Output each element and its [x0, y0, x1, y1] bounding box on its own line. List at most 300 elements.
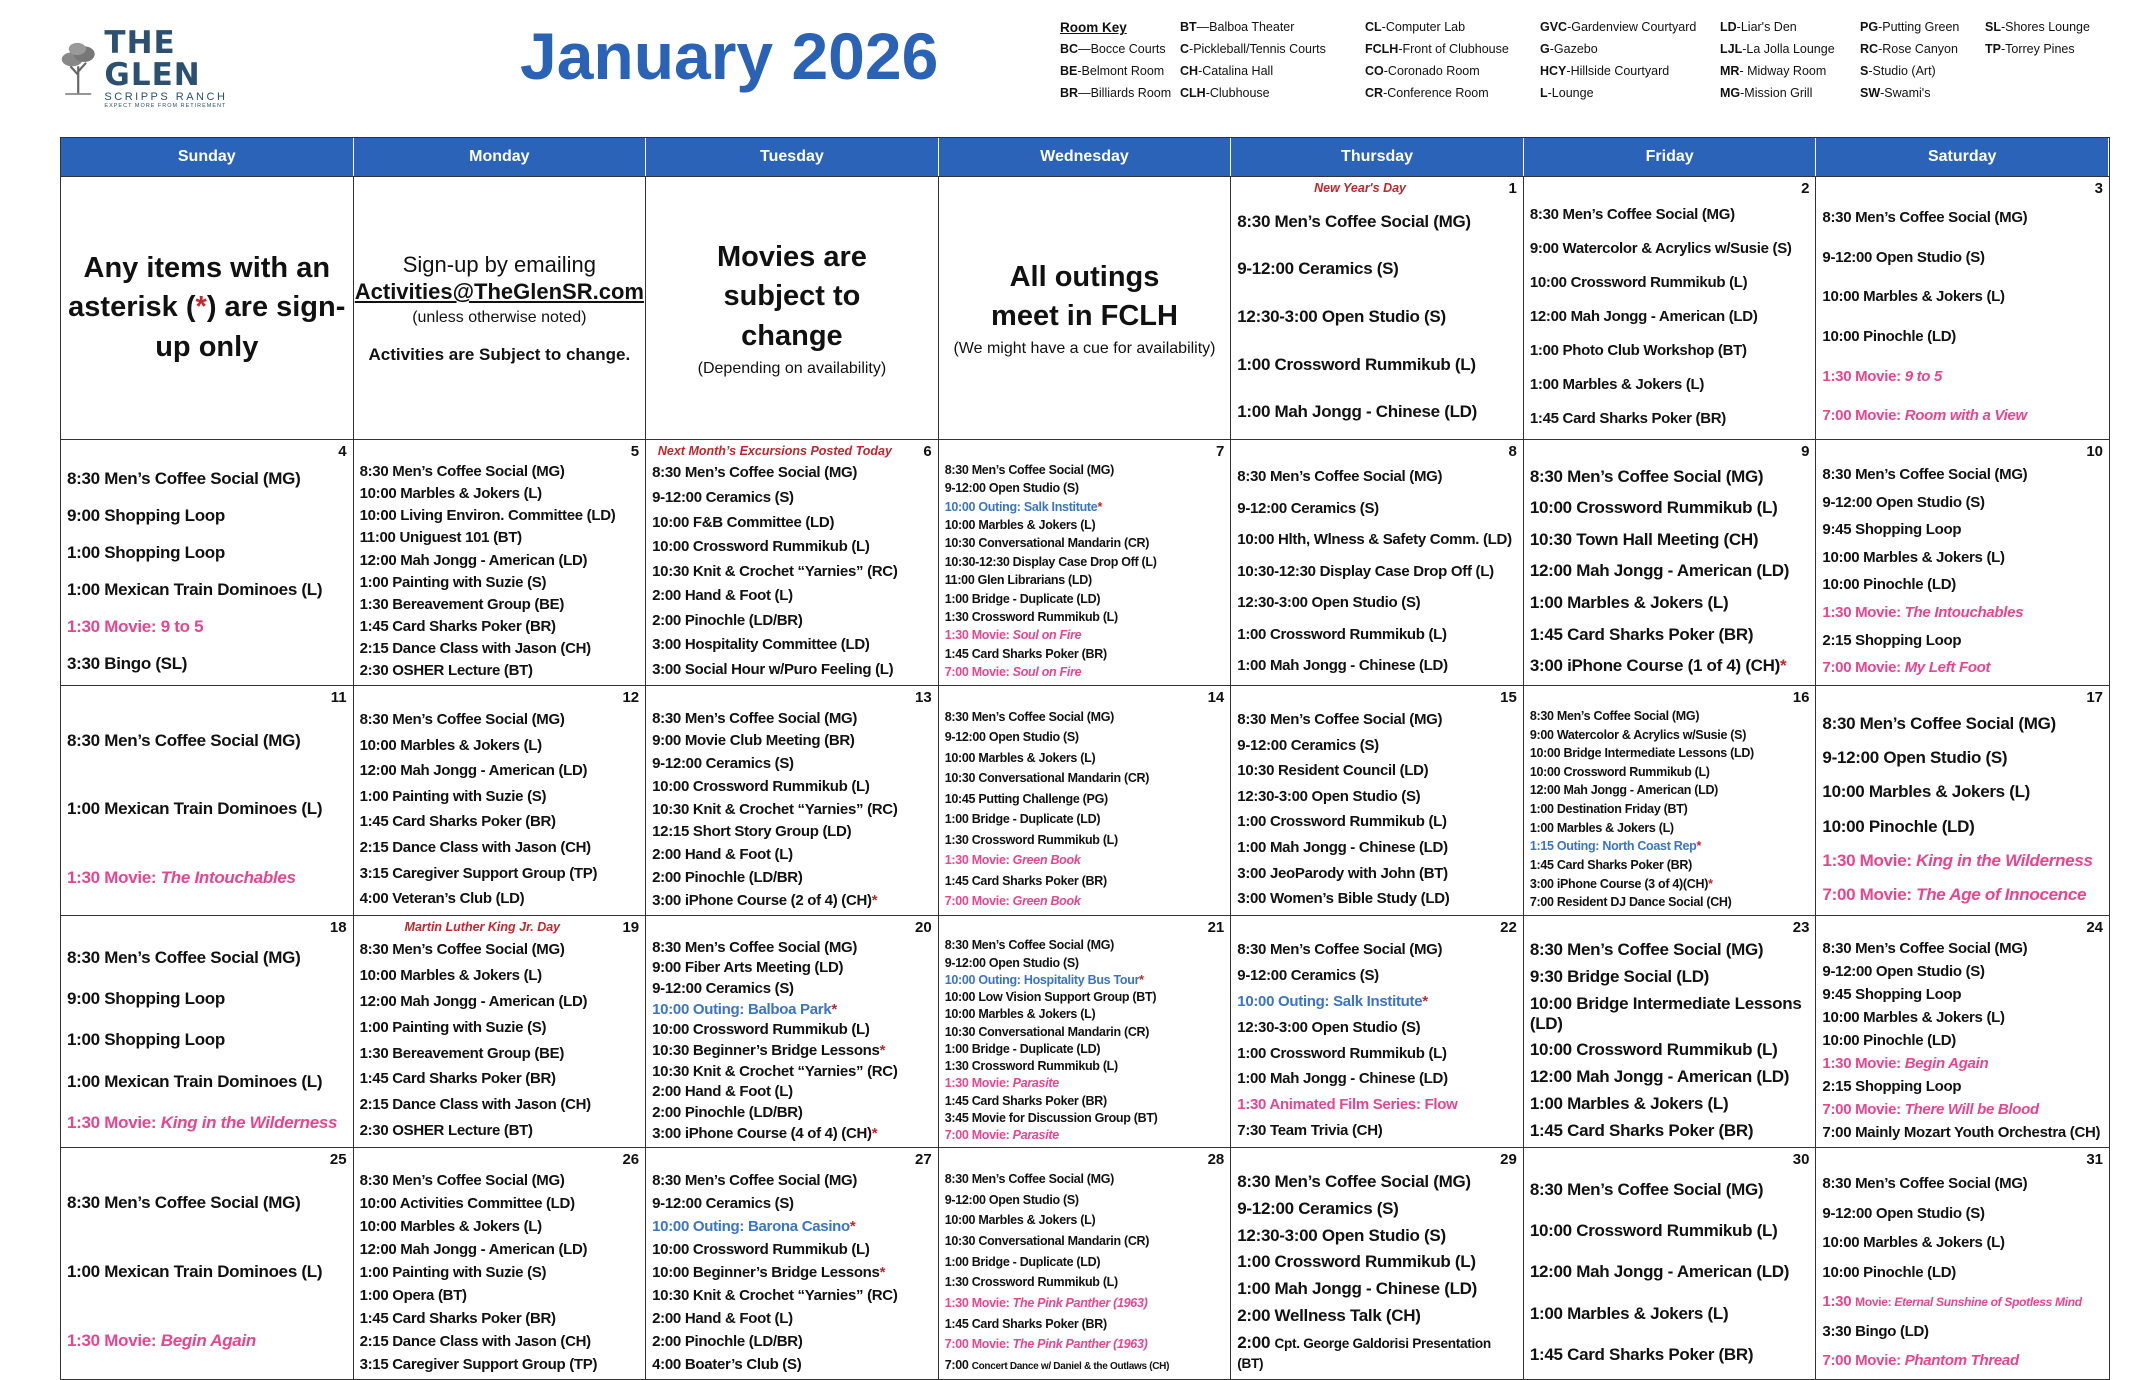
outing-event[interactable]: [1237, 993, 1517, 1011]
event[interactable]: [1530, 940, 1810, 960]
event-text: 7:00 Movie:: [1822, 1352, 1905, 1370]
event[interactable]: [652, 801, 932, 819]
outing-event[interactable]: [945, 500, 1225, 515]
event[interactable]: [1530, 1304, 1810, 1324]
event[interactable]: [652, 1241, 932, 1259]
movie-event[interactable]: [945, 628, 1225, 643]
event[interactable]: [67, 506, 347, 526]
event[interactable]: [1530, 994, 1810, 1034]
event[interactable]: [945, 1317, 1225, 1332]
event-text: 10:30 Knit & Crochet “Yarnies” (RC): [652, 562, 898, 580]
event[interactable]: [1530, 765, 1810, 780]
event-text: 1:00 Shopping Loop: [67, 543, 225, 563]
event[interactable]: [1530, 593, 1810, 613]
event[interactable]: [1530, 1180, 1810, 1200]
movie-event[interactable]: [1822, 1101, 2103, 1119]
event[interactable]: [945, 1193, 1225, 1208]
event-text: 7:00 Movie:: [1822, 659, 1905, 677]
event-text: 10:00 Living Environ. Committee (LD): [359, 507, 616, 525]
event[interactable]: [652, 869, 932, 887]
event-text: 2:15 Dance Class with Jason (CH): [359, 1332, 591, 1350]
event[interactable]: [360, 1195, 640, 1213]
event[interactable]: [945, 592, 1225, 607]
event[interactable]: [1822, 1009, 2103, 1027]
event[interactable]: [652, 1063, 932, 1081]
event[interactable]: [67, 948, 347, 968]
event[interactable]: [1530, 802, 1810, 817]
event[interactable]: [1530, 376, 1810, 394]
event-text: 10:00 Crossword Rummikub (L): [652, 538, 870, 556]
event[interactable]: [1822, 249, 2103, 267]
movie-event[interactable]: [1822, 885, 2103, 905]
event[interactable]: [1237, 813, 1517, 831]
day-number: 15: [1500, 689, 1517, 706]
event[interactable]: [1822, 549, 2103, 567]
movie-event[interactable]: [1822, 659, 2103, 677]
event[interactable]: [67, 1072, 347, 1092]
event[interactable]: [360, 1310, 640, 1328]
event[interactable]: [1530, 206, 1810, 224]
event-text: 1:45 Card Sharks Poker (BR): [944, 873, 1107, 888]
event[interactable]: [1822, 1234, 2103, 1252]
movie-event[interactable]: [67, 868, 347, 888]
event[interactable]: [360, 1096, 640, 1114]
event[interactable]: [360, 711, 640, 729]
event[interactable]: [945, 1059, 1225, 1074]
event[interactable]: [945, 1172, 1225, 1187]
event-text: 4:00 Boater’s Club (S): [652, 1355, 802, 1373]
event[interactable]: [652, 1172, 932, 1190]
movie-event[interactable]: [945, 894, 1225, 909]
event-text: 10:00 Low Vision Support Group (BT): [944, 990, 1157, 1004]
event[interactable]: [1530, 467, 1810, 487]
event[interactable]: [652, 587, 932, 605]
event[interactable]: [945, 938, 1225, 953]
event[interactable]: [945, 792, 1225, 807]
event[interactable]: [652, 1264, 932, 1282]
event[interactable]: [1530, 1262, 1810, 1282]
event[interactable]: [652, 489, 932, 507]
event[interactable]: [652, 514, 932, 532]
movie-event[interactable]: [1237, 1096, 1517, 1114]
event[interactable]: [945, 481, 1225, 496]
event[interactable]: [1237, 1045, 1517, 1063]
event[interactable]: [945, 1007, 1225, 1022]
event[interactable]: [360, 1122, 640, 1140]
event[interactable]: [652, 823, 932, 841]
event[interactable]: [1237, 788, 1517, 806]
event-text: 7:00 Mainly Mozart Youth Orchestra (CH): [1822, 1123, 2101, 1141]
event[interactable]: [1822, 494, 2103, 512]
event[interactable]: [945, 874, 1225, 889]
event[interactable]: [1237, 1199, 1517, 1219]
event[interactable]: [945, 812, 1225, 827]
event[interactable]: [1237, 1019, 1517, 1037]
event[interactable]: [1237, 737, 1517, 755]
event[interactable]: [945, 1234, 1225, 1249]
event[interactable]: [1237, 500, 1517, 518]
event[interactable]: [1822, 986, 2103, 1004]
event[interactable]: [1237, 1306, 1517, 1326]
event-text: 1:00 Mah Jongg - Chinese (LD): [1237, 839, 1448, 857]
event-text: 10:00 Outing: Salk Institute: [944, 499, 1098, 514]
signup-required-star: *: [1422, 992, 1428, 1010]
event[interactable]: [360, 507, 640, 525]
room-name: -Gardenview Courtyard: [1567, 20, 1697, 34]
event[interactable]: [1822, 288, 2103, 306]
event[interactable]: [1530, 783, 1810, 798]
event[interactable]: [360, 762, 640, 780]
event[interactable]: [1530, 895, 1810, 910]
event[interactable]: [1530, 656, 1810, 676]
event[interactable]: [360, 993, 640, 1011]
event[interactable]: [1822, 209, 2103, 227]
event[interactable]: [1822, 963, 2103, 981]
event[interactable]: [360, 737, 640, 755]
event[interactable]: [1530, 967, 1810, 987]
event[interactable]: [1530, 746, 1810, 761]
signup-email-link[interactable]: Activities@TheGlenSR.com: [354, 279, 644, 305]
event[interactable]: [1237, 259, 1517, 279]
event[interactable]: [945, 1111, 1225, 1126]
event[interactable]: [945, 771, 1225, 786]
event[interactable]: [360, 788, 640, 806]
room-name: —Billiards Room: [1078, 86, 1172, 100]
event[interactable]: [1530, 410, 1810, 428]
event[interactable]: [652, 563, 932, 581]
event[interactable]: [945, 463, 1225, 478]
event[interactable]: [1530, 1345, 1810, 1365]
event[interactable]: [945, 1358, 1225, 1373]
event[interactable]: [1237, 762, 1517, 780]
movie-event[interactable]: [1822, 851, 2103, 871]
event[interactable]: [652, 1195, 932, 1213]
event-text: 9-12:00 Open Studio (S): [944, 730, 1079, 745]
event[interactable]: [1237, 865, 1517, 883]
event[interactable]: [1822, 1032, 2103, 1050]
event[interactable]: [1822, 817, 2103, 837]
event[interactable]: [945, 956, 1225, 971]
event[interactable]: [652, 846, 932, 864]
event[interactable]: [1237, 1333, 1517, 1373]
movie-event[interactable]: [945, 853, 1225, 868]
logo-tagline: EXPECT MORE FROM RETIREMENT: [104, 103, 227, 109]
event[interactable]: [945, 1025, 1225, 1040]
outing-event[interactable]: [945, 973, 1225, 988]
event[interactable]: [945, 1042, 1225, 1057]
event[interactable]: [1237, 1252, 1517, 1272]
event[interactable]: [1237, 531, 1517, 549]
event[interactable]: [1822, 521, 2103, 539]
event[interactable]: [1530, 1121, 1810, 1141]
event[interactable]: [360, 1356, 640, 1374]
event[interactable]: [360, 839, 640, 857]
event[interactable]: [1530, 821, 1810, 836]
event-text: 1:00 Mexican Train Dominoes (L): [67, 1071, 323, 1091]
event-text: 2:30 OSHER Lecture (BT): [359, 1122, 533, 1140]
day-number: 2: [1801, 180, 1810, 197]
day-cell-9: [1524, 440, 1817, 685]
event[interactable]: [1530, 240, 1810, 258]
signup-required-star: *: [879, 1263, 886, 1281]
room-code: MR: [1720, 64, 1740, 78]
room-key-entry: [1860, 20, 1985, 42]
event[interactable]: [1822, 1264, 2103, 1282]
event[interactable]: [945, 518, 1225, 533]
event[interactable]: [1530, 728, 1810, 743]
movie-event[interactable]: [1822, 368, 2103, 386]
event[interactable]: [1237, 1070, 1517, 1088]
event[interactable]: [652, 464, 932, 482]
event[interactable]: [360, 813, 640, 831]
event[interactable]: [945, 833, 1225, 848]
event[interactable]: [652, 1021, 932, 1039]
event[interactable]: [67, 654, 347, 674]
event-text: 1:45 Card Sharks Poker (BR): [1529, 624, 1754, 644]
event[interactable]: [1530, 1040, 1810, 1060]
event[interactable]: [1822, 940, 2103, 958]
event[interactable]: [652, 892, 932, 910]
movie-event[interactable]: [67, 617, 347, 637]
event[interactable]: [1822, 632, 2103, 650]
event[interactable]: [945, 1213, 1225, 1228]
movie-event[interactable]: [1822, 1352, 2103, 1370]
event[interactable]: [1822, 1124, 2103, 1142]
event[interactable]: [67, 1030, 347, 1050]
event-text: 10:00 Activities Committee (LD): [359, 1194, 575, 1212]
event-text: 1:00 Marbles & Jokers (L): [1529, 593, 1729, 612]
event[interactable]: [652, 1356, 932, 1374]
event[interactable]: [67, 799, 347, 819]
day-number: 11: [330, 689, 347, 706]
event[interactable]: [652, 661, 932, 679]
event-text: 10:30 Conversational Mandarin (CR): [944, 536, 1150, 551]
outing-event[interactable]: [652, 1001, 932, 1019]
signup-text: Sign-up by emailing: [402, 251, 596, 277]
event[interactable]: [1237, 711, 1517, 729]
event[interactable]: [652, 1042, 932, 1060]
movie-event[interactable]: [945, 1128, 1225, 1143]
room-key-entry: [1720, 64, 1860, 86]
event[interactable]: [652, 1083, 932, 1101]
event[interactable]: [652, 732, 932, 750]
event[interactable]: [652, 959, 932, 977]
event[interactable]: [1237, 839, 1517, 857]
event[interactable]: [67, 1193, 347, 1213]
day-cell-21: [939, 916, 1232, 1147]
event[interactable]: [1237, 307, 1517, 327]
event[interactable]: [652, 538, 932, 556]
event[interactable]: [360, 485, 640, 503]
event-text: 7:00 Movie:: [944, 1128, 1013, 1142]
event[interactable]: [67, 543, 347, 563]
event[interactable]: [1237, 967, 1517, 985]
event-text: 8:30 Men’s Coffee Social (MG): [652, 709, 858, 727]
event[interactable]: [1530, 498, 1810, 518]
event[interactable]: [945, 647, 1225, 662]
movie-event[interactable]: [67, 1331, 347, 1351]
event[interactable]: [652, 636, 932, 654]
event[interactable]: [652, 1104, 932, 1122]
event[interactable]: [360, 1264, 640, 1282]
movie-event[interactable]: [945, 1296, 1225, 1311]
event[interactable]: [652, 755, 932, 773]
event[interactable]: [1530, 561, 1810, 581]
movie-event[interactable]: [1822, 604, 2103, 622]
event[interactable]: [1530, 308, 1810, 326]
event[interactable]: [652, 710, 932, 728]
event-text: 1:00 Bridge - Duplicate (LD): [944, 1041, 1101, 1056]
room-key-entry: [1180, 20, 1365, 42]
event[interactable]: [652, 980, 932, 998]
event[interactable]: [360, 890, 640, 908]
event[interactable]: [652, 1125, 932, 1143]
event[interactable]: [1530, 709, 1810, 724]
event[interactable]: [945, 1094, 1225, 1109]
event[interactable]: [1237, 1172, 1517, 1192]
event[interactable]: [1237, 212, 1517, 232]
event-text: 10:00 F&B Committee (LD): [652, 513, 835, 531]
event[interactable]: [67, 1262, 347, 1282]
room-name: -Studio (Art): [1868, 64, 1936, 78]
event[interactable]: [1822, 1323, 2103, 1341]
event[interactable]: [360, 463, 640, 481]
event-text: 9-12:00 Ceramics (S): [1237, 1199, 1399, 1219]
event[interactable]: [360, 596, 640, 614]
event[interactable]: [360, 529, 640, 547]
event[interactable]: [1530, 1067, 1810, 1087]
event-text: 1:30 Movie:: [67, 867, 161, 887]
event[interactable]: [945, 573, 1225, 588]
event[interactable]: [1822, 1205, 2103, 1223]
event-text: 10:30 Conversational Mandarin (CR): [944, 771, 1150, 786]
event[interactable]: [945, 990, 1225, 1005]
event[interactable]: [945, 710, 1225, 725]
event[interactable]: [652, 778, 932, 796]
movie-event[interactable]: [67, 1113, 347, 1133]
event[interactable]: [1822, 1175, 2103, 1193]
event[interactable]: [1530, 625, 1810, 645]
event-text: 9-12:00 Ceramics (S): [1237, 736, 1379, 754]
event[interactable]: [945, 536, 1225, 551]
event[interactable]: [1237, 468, 1517, 486]
event[interactable]: [1237, 890, 1517, 908]
event[interactable]: [360, 941, 640, 959]
event[interactable]: [360, 967, 640, 985]
event-text: 10:30 Beginner’s Bridge Lessons: [652, 1041, 880, 1059]
event[interactable]: [1237, 355, 1517, 375]
event[interactable]: [360, 1045, 640, 1063]
event[interactable]: [67, 989, 347, 1009]
event[interactable]: [360, 1070, 640, 1088]
event-text: 1:00 Bridge - Duplicate (LD): [944, 591, 1101, 606]
event[interactable]: [67, 580, 347, 600]
event[interactable]: [652, 939, 932, 957]
event[interactable]: [1822, 714, 2103, 734]
event-text: 8:30 Men’s Coffee Social (MG): [67, 1193, 301, 1213]
event[interactable]: [945, 751, 1225, 766]
event[interactable]: [1822, 576, 2103, 594]
movie-event[interactable]: [945, 1337, 1225, 1352]
event[interactable]: [1822, 466, 2103, 484]
event[interactable]: [652, 1310, 932, 1328]
movie-event[interactable]: [945, 665, 1225, 680]
event[interactable]: [360, 618, 640, 636]
event[interactable]: [652, 612, 932, 630]
event[interactable]: [1530, 274, 1810, 292]
event[interactable]: [1822, 782, 2103, 802]
event-text: 3:45 Movie for Discussion Group (BT): [944, 1110, 1158, 1125]
event[interactable]: [360, 662, 640, 680]
event[interactable]: [945, 730, 1225, 745]
event[interactable]: [67, 731, 347, 751]
day-cell-3: [1816, 177, 2109, 439]
event[interactable]: [360, 552, 640, 570]
event[interactable]: [360, 1241, 640, 1259]
event[interactable]: [945, 555, 1225, 570]
event[interactable]: [360, 1287, 640, 1305]
event[interactable]: [1237, 1122, 1517, 1140]
event[interactable]: [1822, 328, 2103, 346]
signup-required-star: *: [1139, 972, 1144, 987]
event[interactable]: [1530, 1221, 1810, 1241]
movie-event[interactable]: [1822, 407, 2103, 425]
event[interactable]: [67, 469, 347, 489]
event[interactable]: [360, 1333, 640, 1351]
event-text: 1:00 Bridge - Duplicate (LD): [944, 1254, 1101, 1269]
event[interactable]: [360, 1019, 640, 1037]
event[interactable]: [945, 1255, 1225, 1270]
event[interactable]: [360, 1218, 640, 1236]
event[interactable]: [1530, 858, 1810, 873]
event[interactable]: [1237, 594, 1517, 612]
event[interactable]: [1530, 530, 1810, 550]
event[interactable]: [1237, 1279, 1517, 1299]
event[interactable]: [1237, 402, 1517, 422]
event[interactable]: [652, 1333, 932, 1351]
event[interactable]: [1237, 563, 1517, 581]
room-key-entry: [1180, 86, 1365, 108]
movie-event[interactable]: [1822, 1055, 2103, 1073]
event[interactable]: [360, 640, 640, 658]
event-text: 3:30 Bingo (LD): [1822, 1322, 1929, 1340]
event[interactable]: [1822, 1078, 2103, 1096]
outing-event[interactable]: [652, 1218, 932, 1236]
event[interactable]: [1530, 877, 1810, 892]
event[interactable]: [1822, 748, 2103, 768]
event-text: 2:00 Hand & Foot (L): [652, 846, 793, 864]
event[interactable]: [652, 1287, 932, 1305]
event[interactable]: [360, 1172, 640, 1190]
room-code: CH: [1180, 64, 1199, 78]
event[interactable]: [1237, 1226, 1517, 1246]
event[interactable]: [1530, 1094, 1810, 1114]
movie-event[interactable]: [945, 1076, 1225, 1091]
event[interactable]: [360, 574, 640, 592]
movie-event[interactable]: [1822, 1293, 2103, 1311]
event[interactable]: [945, 610, 1225, 625]
day-number: 23: [1792, 919, 1810, 936]
event[interactable]: [360, 865, 640, 883]
outing-event[interactable]: [1530, 839, 1810, 854]
event-text: 1:45 Card Sharks Poker (BR): [359, 813, 556, 831]
event[interactable]: [1237, 941, 1517, 959]
event[interactable]: [1237, 626, 1517, 644]
event[interactable]: [945, 1275, 1225, 1290]
event[interactable]: [1530, 342, 1810, 360]
event[interactable]: [1237, 657, 1517, 675]
event-text: 10:00 Marbles & Jokers (L): [359, 1217, 542, 1235]
